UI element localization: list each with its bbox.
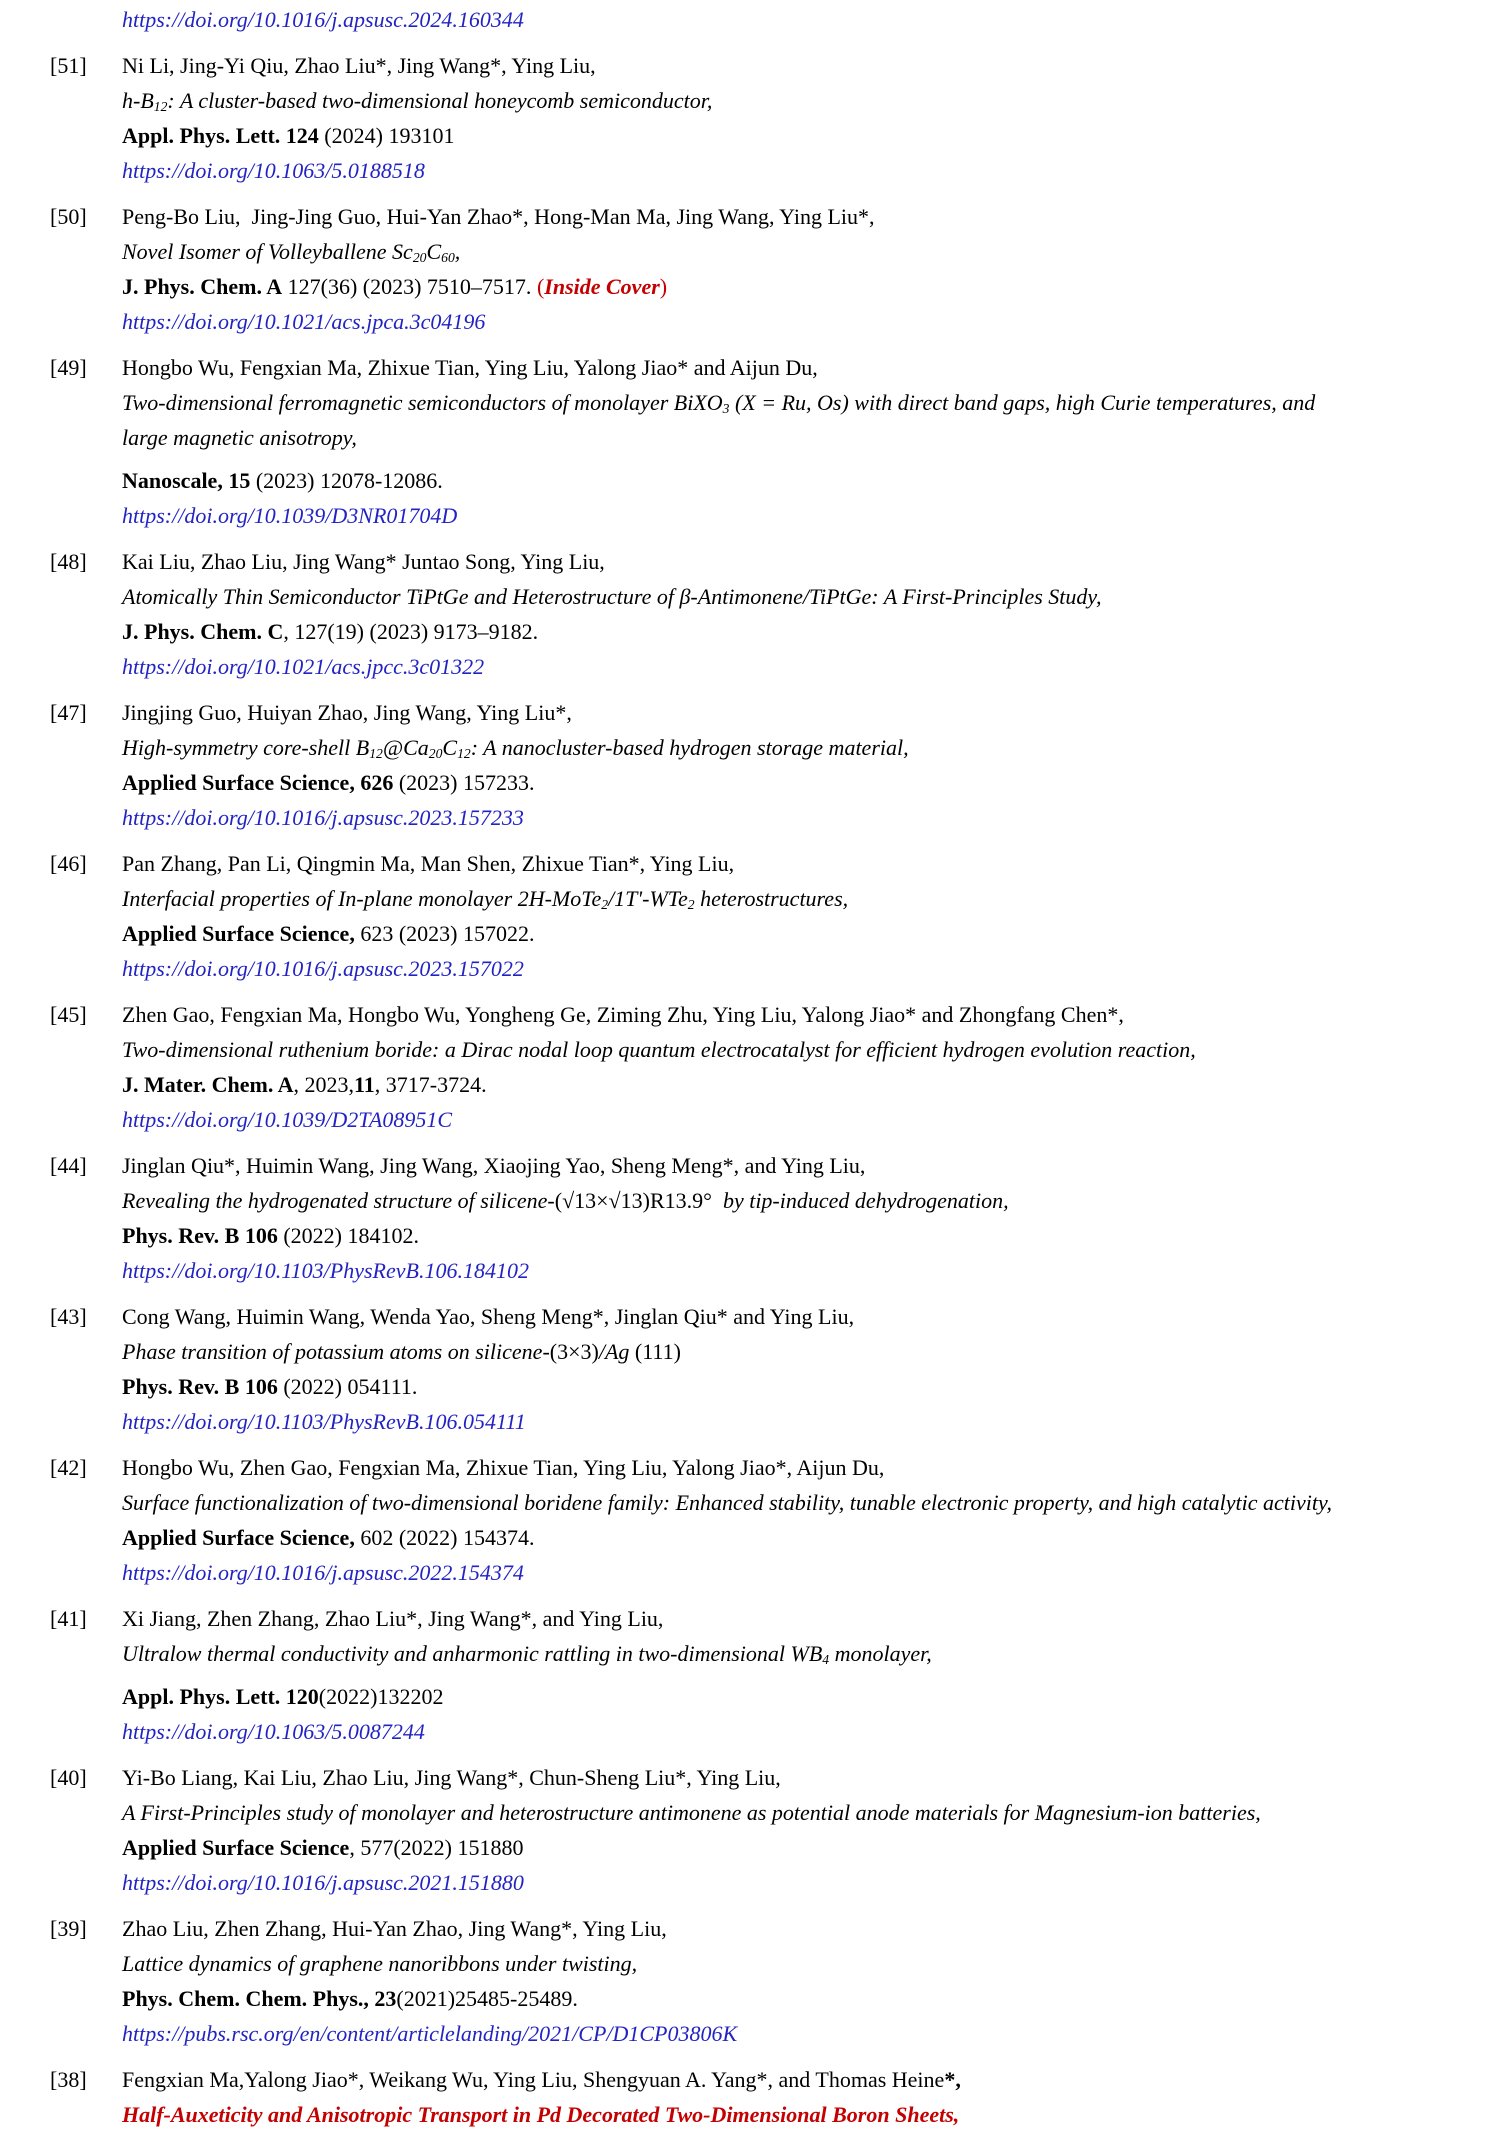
journal-line: [122, 1218, 1500, 1253]
reference-entry: [0, 2062, 1500, 2132]
reference-content: [122, 1148, 1500, 1288]
reference-content: [122, 48, 1500, 188]
text-segment: /1T'-WTe: [608, 886, 688, 911]
text-segment: Atomically Thin Semiconductor TiPtGe and Heterostructure of β-Antimonene/TiPtGe: A First-Principles Study,: [122, 584, 1102, 609]
text-segment: Phys. Rev. B 106: [122, 1374, 278, 1399]
text-segment: 20: [428, 746, 443, 761]
highlighted-text: Half-Auxeticity and Anisotropic Transport in Pd Decorated Two-Dimensional Boron Sheets,: [122, 2102, 960, 2127]
authors-line: [122, 48, 1500, 83]
doi-link[interactable]: https://doi.org/10.1063/5.0087244: [122, 1719, 425, 1744]
text-segment: Kai Liu, Zhao Liu, Jing Wang* Juntao Song, Ying Liu,: [122, 549, 605, 574]
text-segment: 11: [354, 1072, 375, 1097]
text-segment: 12: [369, 746, 383, 761]
authors-line: [122, 846, 1500, 881]
doi-link[interactable]: https://doi.org/10.1021/acs.jpcc.3c01322: [122, 654, 485, 679]
text-segment: Zhen Gao, Fengxian Ma, Hongbo Wu, Yongheng Ge, Ziming Zhu, Ying Liu, Yalong Jiao* and Zhongfang Chen*,: [122, 1002, 1124, 1027]
reference-number: [43]: [50, 1304, 87, 1329]
title-line: [122, 730, 1500, 765]
journal-line: [122, 269, 1500, 304]
journal-line: [122, 1067, 1500, 1102]
text-segment: Lattice dynamics of graphene nanoribbons under twisting,: [122, 1951, 638, 1976]
doi-link-line: [122, 1555, 1500, 1590]
reference-entry: [0, 1450, 1500, 1590]
title-line: [122, 420, 1500, 455]
text-segment: , 127(19) (2023) 9173–9182.: [283, 619, 539, 644]
text-segment: J. Phys. Chem. A: [122, 274, 283, 299]
authors-line: [122, 1148, 1500, 1183]
authors-line: [122, 997, 1500, 1032]
text-segment: Two-dimensional ruthenium boride: a Dirac nodal loop quantum electrocatalyst for efficient hydrogen evolution reaction,: [122, 1037, 1196, 1062]
reference-number: [41]: [50, 1606, 87, 1631]
title-line: [122, 2097, 1500, 2132]
authors-line: [122, 2062, 1500, 2097]
reference-entry: [0, 1601, 1500, 1749]
text-segment: Fengxian Ma,Yalong Jiao*, Weikang Wu, Ying Liu, Shengyuan A. Yang*, and Thomas Heine: [122, 2067, 945, 2092]
text-segment: 4: [822, 1652, 830, 1667]
text-segment: Phys. Chem. Chem. Phys., 23: [122, 1986, 397, 2011]
reference-number: [42]: [50, 1455, 87, 1480]
text-segment: Applied Surface Science,: [122, 1525, 355, 1550]
text-segment: (3×3): [549, 1339, 599, 1364]
authors-line: [122, 544, 1500, 579]
doi-link-line: [122, 304, 1500, 339]
title-line: [122, 1636, 1500, 1671]
title-line: [122, 1183, 1500, 1218]
doi-link-line: [122, 498, 1500, 533]
text-segment: (√13×√13)R13.9°: [554, 1188, 712, 1213]
text-segment: Novel Isomer of Volleyballene Sc: [122, 239, 413, 264]
journal-line: [122, 1520, 1500, 1555]
doi-link[interactable]: https://doi.org/10.1063/5.0188518: [122, 158, 425, 183]
text-segment: heterostructures,: [694, 886, 849, 911]
text-segment: Nanoscale, 15: [122, 468, 251, 493]
text-segment: , 3717-3724.: [374, 1072, 487, 1097]
doi-link[interactable]: https://doi.org/10.1016/j.apsusc.2023.157233: [122, 805, 524, 830]
text-segment: Hongbo Wu, Fengxian Ma, Zhixue Tian, Ying Liu, Yalong Jiao* and Aijun Du,: [122, 355, 818, 380]
text-segment: C: [426, 239, 442, 264]
doi-link-line: [122, 2016, 1500, 2051]
reference-entry: [0, 350, 1500, 533]
reference-entry: [0, 1148, 1500, 1288]
journal-line: [122, 1369, 1500, 1404]
text-segment: J. Mater. Chem. A: [122, 1072, 294, 1097]
text-segment: by tip-induced dehydrogenation,: [711, 1188, 1009, 1213]
text-segment: Hongbo Wu, Zhen Gao, Fengxian Ma, Zhixue Tian, Ying Liu, Yalong Jiao*, Aijun Du,: [122, 1455, 885, 1480]
text-segment: Jingjing Guo, Huiyan Zhao, Jing Wang, Ying Liu*,: [122, 700, 572, 725]
text-segment: Xi Jiang, Zhen Zhang, Zhao Liu*, Jing Wang*, and Ying Liu,: [122, 1606, 664, 1631]
text-segment: (2021)25485-25489.: [396, 1986, 578, 2011]
doi-link[interactable]: https://doi.org/10.1016/j.apsusc.2023.157022: [122, 956, 524, 981]
text-segment: Revealing the hydrogenated structure of silicene-: [122, 1188, 555, 1213]
text-segment: Jinglan Qiu*, Huimin Wang, Jing Wang, Xiaojing Yao, Sheng Meng*, and Ying Liu,: [122, 1153, 866, 1178]
reference-entry: [0, 544, 1500, 684]
doi-link-line: [122, 153, 1500, 188]
reference-number: [46]: [50, 851, 87, 876]
text-segment: *,: [944, 2067, 961, 2092]
reference-entry: [0, 199, 1500, 339]
text-segment: 2: [687, 897, 695, 912]
doi-link[interactable]: https://doi.org/10.1016/j.apsusc.2022.154374: [122, 1560, 524, 1585]
reference-content: [122, 997, 1500, 1137]
authors-line: [122, 1601, 1500, 1636]
reference-number: [40]: [50, 1765, 87, 1790]
doi-link[interactable]: https://doi.org/10.1039/D2TA08951C: [122, 1107, 453, 1132]
reference-number: [49]: [50, 355, 87, 380]
text-segment: monolayer,: [829, 1641, 932, 1666]
text-segment: h-B: [122, 88, 154, 113]
reference-content: [122, 1911, 1500, 2051]
text-segment: @Ca: [382, 735, 429, 760]
reference-content: [122, 1601, 1500, 1749]
title-line: [122, 881, 1500, 916]
reference-content: [122, 1299, 1500, 1439]
doi-link[interactable]: https://doi.org/10.1016/j.apsusc.2024.160344: [122, 7, 524, 32]
reference-entry: [0, 48, 1500, 188]
text-segment: Phase transition of potassium atoms on silicene-: [122, 1339, 550, 1364]
journal-line: [122, 916, 1500, 951]
doi-link-line: [122, 1404, 1500, 1439]
title-line: [122, 83, 1500, 118]
doi-link[interactable]: https://doi.org/10.1016/j.apsusc.2021.151880: [122, 1870, 524, 1895]
journal-line: [122, 118, 1500, 153]
reference-content: [122, 350, 1500, 533]
journal-line: [122, 463, 1500, 498]
journal-line: [122, 614, 1500, 649]
text-segment: 20: [412, 250, 427, 265]
reference-content: [122, 1760, 1500, 1900]
doi-link-line: [122, 649, 1500, 684]
authors-line: [122, 1450, 1500, 1485]
text-segment: Appl. Phys. Lett. 120: [122, 1684, 319, 1709]
text-segment: (2023) 12078-12086.: [250, 468, 443, 493]
text-segment: Ni Li, Jing-Yi Qiu, Zhao Liu*, Jing Wang*, Ying Liu,: [122, 53, 596, 78]
journal-line: [122, 765, 1500, 800]
doi-link[interactable]: https://doi.org/10.1021/acs.jpca.3c04196: [122, 309, 486, 334]
doi-link[interactable]: https://doi.org/10.1103/PhysRevB.106.054111: [122, 1409, 526, 1434]
title-line: [122, 234, 1500, 269]
text-segment: Yi-Bo Liang, Kai Liu, Zhao Liu, Jing Wang*, Chun-Sheng Liu*, Ying Liu,: [122, 1765, 781, 1790]
doi-link[interactable]: https://pubs.rsc.org/en/content/articlelanding/2021/CP/D1CP03806K: [122, 2021, 738, 2046]
text-segment: , 2023,: [293, 1072, 354, 1097]
text-segment: : A nanocluster-based hydrogen storage material,: [470, 735, 909, 760]
text-segment: , 577(2022) 151880: [349, 1835, 524, 1860]
authors-line: [122, 1299, 1500, 1334]
reference-number: [48]: [50, 549, 87, 574]
text-segment: 12: [153, 99, 168, 114]
text-segment: Surface functionalization of two-dimensional boridene family: Enhanced stability, tunable electronic property, and high catalytic activity,: [122, 1490, 1332, 1515]
highlighted-text: ): [659, 274, 668, 299]
title-line: [122, 1946, 1500, 1981]
authors-line: [122, 350, 1500, 385]
reference-number: [39]: [50, 1916, 87, 1941]
highlighted-text: Inside Cover: [544, 274, 660, 299]
text-segment: Two-dimensional ferromagnetic semiconductors of monolayer BiXO: [122, 390, 723, 415]
title-line: [122, 1334, 1500, 1369]
doi-link-line: [122, 2, 1500, 37]
text-segment: : A cluster-based two-dimensional honeycomb semiconductor,: [167, 88, 713, 113]
reference-content: [122, 1450, 1500, 1590]
doi-link[interactable]: https://doi.org/10.1103/PhysRevB.106.184102: [122, 1258, 529, 1283]
text-segment: (2024) 193101: [318, 123, 455, 148]
text-segment: Appl. Phys. Lett. 124: [122, 123, 319, 148]
text-segment: Applied Surface Science: [122, 1835, 350, 1860]
authors-line: [122, 199, 1500, 234]
text-segment: 60: [441, 250, 455, 265]
text-segment: Zhao Liu, Zhen Zhang, Hui-Yan Zhao, Jing Wang*, Ying Liu,: [122, 1916, 667, 1941]
doi-link[interactable]: https://doi.org/10.1039/D3NR01704D: [122, 503, 458, 528]
reference-content: [122, 199, 1500, 339]
reference-number: [38]: [50, 2067, 87, 2092]
text-segment: Pan Zhang, Pan Li, Qingmin Ma, Man Shen, Zhixue Tian*, Ying Liu,: [122, 851, 735, 876]
reference-content: [122, 544, 1500, 684]
reference-number: [51]: [50, 53, 87, 78]
title-line: [122, 579, 1500, 614]
text-segment: 127(36) (2023) 7510–7517.: [282, 274, 537, 299]
journal-line: [122, 1679, 1500, 1714]
doi-link-line: [122, 1253, 1500, 1288]
text-segment: 623 (2023) 157022.: [354, 921, 535, 946]
text-segment: Phys. Rev. B 106: [122, 1223, 278, 1248]
title-line: [122, 1032, 1500, 1067]
text-segment: (111): [634, 1339, 681, 1364]
text-segment: J. Phys. Chem. C: [122, 619, 284, 644]
title-line: [122, 1485, 1500, 1520]
text-segment: A First-Principles study of monolayer and heterostructure antimonene as potential anode materials for Magnesium-ion batteries,: [122, 1800, 1261, 1825]
text-segment: Peng-Bo Liu, Jing-Jing Guo, Hui-Yan Zhao*, Hong-Man Ma, Jing Wang, Ying Liu*,: [122, 204, 875, 229]
reference-number: [45]: [50, 1002, 87, 1027]
text-segment: (2023) 157233.: [393, 770, 535, 795]
text-segment: 602 (2022) 154374.: [354, 1525, 535, 1550]
reference-number: [44]: [50, 1153, 87, 1178]
title-line: [122, 385, 1500, 420]
text-segment: Applied Surface Science,: [122, 921, 355, 946]
text-segment: /Ag: [598, 1339, 635, 1364]
text-segment: (X = Ru, Os) with direct band gaps, high Curie temperatures, and: [729, 390, 1316, 415]
doi-link-line: [122, 1714, 1500, 1749]
doi-link-line: [122, 1865, 1500, 1900]
reference-content: [122, 2062, 1500, 2132]
reference-entry: [0, 997, 1500, 1137]
text-segment: Interfacial properties of In-plane monolayer 2H-MoTe: [122, 886, 602, 911]
reference-entry: [0, 846, 1500, 986]
reference-content: [122, 695, 1500, 835]
text-segment: C: [442, 735, 458, 760]
journal-line: [122, 1830, 1500, 1865]
text-segment: (2022) 184102.: [277, 1223, 420, 1248]
title-line: [122, 1795, 1500, 1830]
reference-entry: [0, 1299, 1500, 1439]
text-segment: Ultralow thermal conductivity and anharmonic rattling in two-dimensional WB: [122, 1641, 823, 1666]
reference-entry: [0, 1760, 1500, 1900]
text-segment: High-symmetry core-shell B: [122, 735, 370, 760]
reference-entry: [0, 1911, 1500, 2051]
reference-number: [47]: [50, 700, 87, 725]
reference-number: [50]: [50, 204, 87, 229]
text-segment: (2022)132202: [318, 1684, 444, 1709]
reference-entry: [0, 695, 1500, 835]
doi-link-line: [122, 800, 1500, 835]
text-segment: (2022) 054111.: [277, 1374, 418, 1399]
text-segment: Cong Wang, Huimin Wang, Wenda Yao, Sheng Meng*, Jinglan Qiu* and Ying Liu,: [122, 1304, 855, 1329]
text-segment: large magnetic anisotropy,: [122, 425, 357, 450]
authors-line: [122, 1911, 1500, 1946]
highlighted-text: (: [536, 274, 545, 299]
authors-line: [122, 695, 1500, 730]
doi-link-line: [122, 1102, 1500, 1137]
reference-content: [122, 846, 1500, 986]
authors-line: [122, 1760, 1500, 1795]
text-segment: 12: [457, 746, 471, 761]
text-segment: 3: [722, 401, 730, 416]
text-segment: Applied Surface Science, 626: [122, 770, 394, 795]
journal-line: [122, 1981, 1500, 2016]
text-segment: 2: [601, 897, 609, 912]
text-segment: ,: [454, 239, 461, 264]
doi-link-line: [122, 951, 1500, 986]
